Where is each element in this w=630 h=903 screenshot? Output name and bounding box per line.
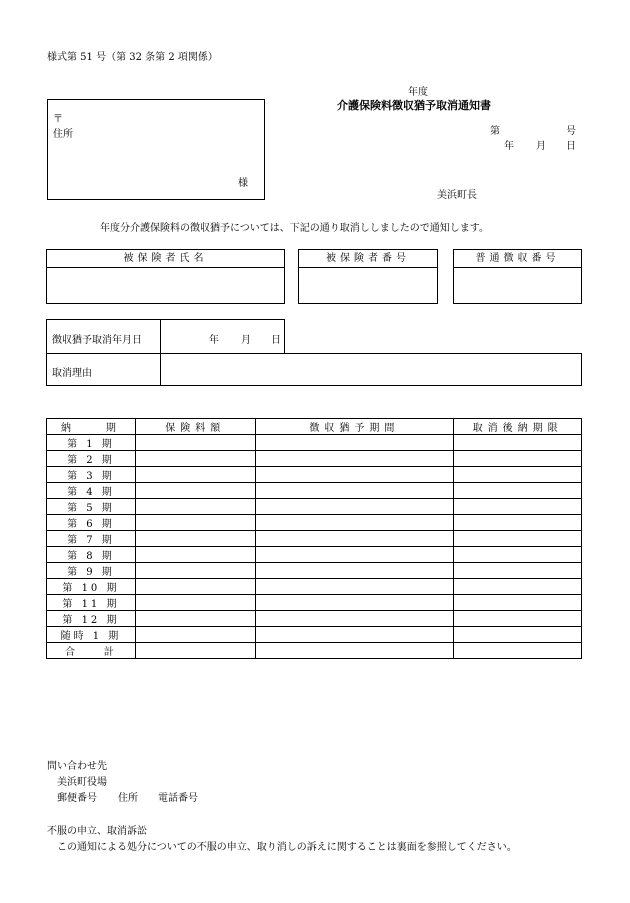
contact-heading: 問い合わせ先 (47, 761, 107, 772)
address-label: 住所 (53, 129, 73, 140)
doc-number-prefix: 第 (490, 126, 500, 137)
cell (255, 627, 454, 643)
table-row (47, 467, 582, 483)
cell (135, 451, 255, 467)
cell (135, 467, 255, 483)
cell (454, 467, 582, 483)
cell (454, 563, 582, 579)
contact-office: 美浜町役場 (57, 777, 107, 788)
cell (255, 611, 454, 627)
address-box (47, 99, 265, 200)
row-label: 第 1 期 (47, 435, 136, 451)
cell (255, 499, 454, 515)
table-header-row (47, 419, 582, 435)
row-label: 随時 1 期 (47, 627, 136, 643)
date-month: 月 (536, 141, 546, 152)
appeal-text: この通知による処分についての不服の申立、取り消しの訴えに関することは裏面を参照してください。 (57, 842, 517, 853)
cell (255, 563, 454, 579)
cell (135, 643, 255, 659)
table-row (47, 515, 582, 531)
table-row (47, 451, 582, 467)
insured-name-field (46, 249, 285, 304)
doc-number-suffix: 号 (566, 126, 576, 137)
row-label: 第 4 期 (47, 483, 136, 499)
ordinary-number-field (453, 249, 582, 304)
cell (454, 643, 582, 659)
cell (454, 627, 582, 643)
cell (255, 595, 454, 611)
cell (255, 451, 454, 467)
row-label: 合 計 (47, 643, 136, 659)
contact-postal-label: 郵便番号 (57, 793, 97, 804)
divider (160, 320, 161, 353)
cell (135, 579, 255, 595)
table-row (47, 435, 582, 451)
appeal-heading: 不服の申立、取消訴訟 (47, 826, 147, 837)
cell (454, 547, 582, 563)
table-row (47, 499, 582, 515)
issuer: 美浜町長 (437, 190, 477, 201)
postal-mark: 〒 (53, 114, 63, 125)
contact-address-label: 住所 (118, 793, 138, 804)
date-year: 年 (504, 141, 514, 152)
cell (454, 483, 582, 499)
table-row (47, 611, 582, 627)
cell (135, 435, 255, 451)
document-title: 介護保険料徴収猶予取消通知書 (337, 99, 491, 112)
cancel-reason-label: 取消理由 (52, 368, 92, 379)
cell (255, 467, 454, 483)
row-label: 第 8 期 (47, 547, 136, 563)
cell (255, 435, 454, 451)
cell (135, 499, 255, 515)
honorific: 様 (238, 178, 248, 189)
cell (454, 595, 582, 611)
cell (135, 595, 255, 611)
cell (255, 531, 454, 547)
table-row (47, 531, 582, 547)
table-row (47, 595, 582, 611)
insured-name-header: 被保険者氏名 (47, 250, 284, 268)
cell (454, 611, 582, 627)
row-label: 第 2 期 (47, 451, 136, 467)
cell (135, 627, 255, 643)
table-row (47, 547, 582, 563)
cancel-date-field (46, 319, 285, 354)
intro-text: 年度分介護保険料の徴収猶予については、下記の通り取消ししましたので通知します。 (100, 223, 489, 234)
cell (255, 515, 454, 531)
cell (255, 643, 454, 659)
cell (255, 547, 454, 563)
ordinary-number-header: 普通徴収番号 (454, 250, 581, 268)
row-label: 第 12 期 (47, 611, 136, 627)
cell (135, 563, 255, 579)
col-header-amount: 保険料額 (135, 419, 255, 435)
cancel-date-month: 月 (241, 335, 251, 346)
table-row (47, 563, 582, 579)
cell (454, 579, 582, 595)
cancel-date-year: 年 (209, 335, 219, 346)
cell (135, 611, 255, 627)
cell (255, 483, 454, 499)
date-day: 日 (566, 141, 576, 152)
col-header-due: 納 期 (47, 419, 136, 435)
table-total-row (47, 643, 582, 659)
cell (454, 435, 582, 451)
row-label: 第 6 期 (47, 515, 136, 531)
form-number: 様式第 51 号（第 32 条第 2 項関係） (47, 52, 218, 63)
cell (454, 515, 582, 531)
table-row (47, 579, 582, 595)
row-label: 第 9 期 (47, 563, 136, 579)
cancel-date-day: 日 (271, 335, 281, 346)
fiscal-year-label: 年度 (408, 87, 428, 98)
cell (135, 483, 255, 499)
cell (135, 515, 255, 531)
insured-number-field (298, 249, 438, 304)
row-label: 第 10 期 (47, 579, 136, 595)
cell (454, 451, 582, 467)
row-label: 第 5 期 (47, 499, 136, 515)
cell (255, 579, 454, 595)
col-header-deferral-period: 徴収猶予期間 (255, 419, 454, 435)
insured-number-header: 被保険者番号 (299, 250, 437, 268)
contact-phone-label: 電話番号 (158, 793, 198, 804)
cell (135, 531, 255, 547)
table-row (47, 483, 582, 499)
payment-schedule-table (46, 418, 582, 659)
cancel-reason-field (46, 353, 582, 386)
row-label: 第 7 期 (47, 531, 136, 547)
col-header-new-deadline: 取消後納期限 (454, 419, 582, 435)
cell (454, 531, 582, 547)
cell (454, 499, 582, 515)
row-label: 第 11 期 (47, 595, 136, 611)
table-row (47, 627, 582, 643)
cancel-date-label: 徴収猶予取消年月日 (52, 335, 142, 346)
divider (160, 354, 161, 385)
row-label: 第 3 期 (47, 467, 136, 483)
cell (135, 547, 255, 563)
